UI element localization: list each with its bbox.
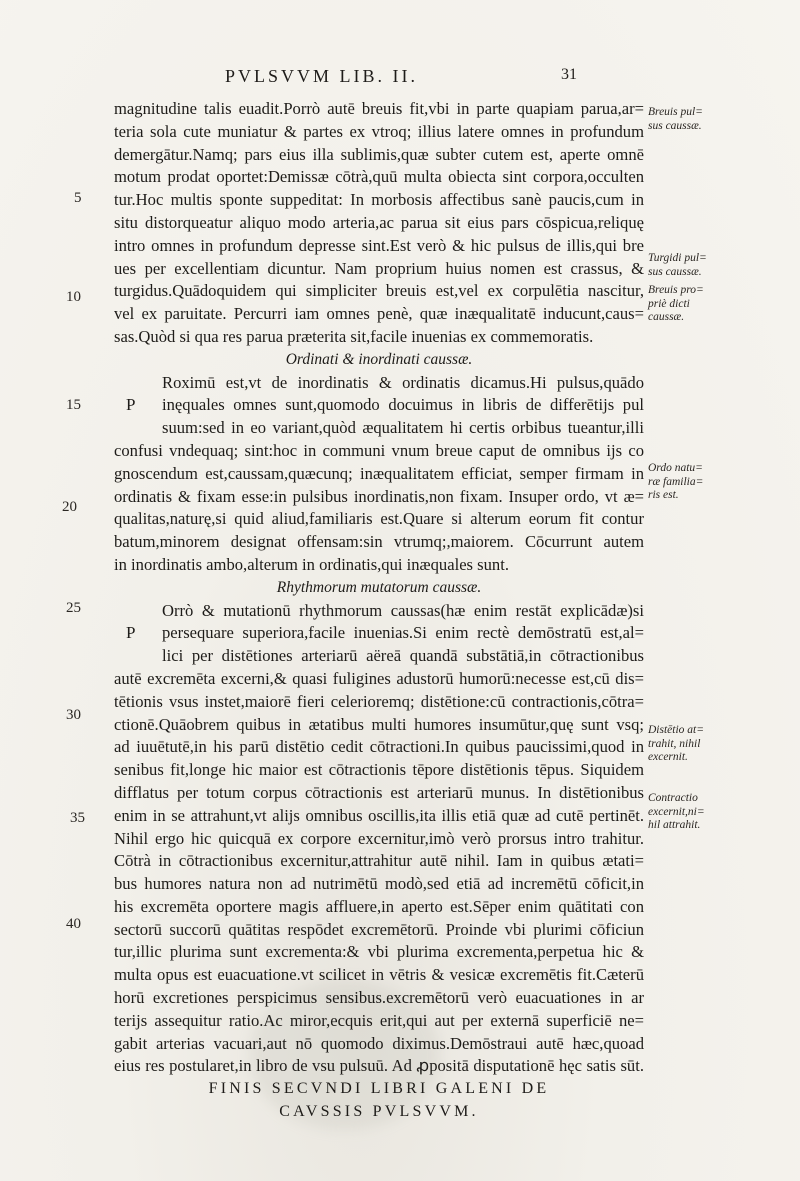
line-number: 15 bbox=[66, 397, 81, 413]
text-line: demergātur.Namq; pars eius illa sublimis,quæ subter cutem est, aperte omnē bbox=[114, 144, 644, 164]
text-line-content: lici per distētiones arteriarū aëreā quandā substātiā,in cōtractionibus bbox=[162, 646, 644, 666]
initial-letter: P bbox=[126, 623, 136, 643]
text-line: ad iuuētutē,in his parū distētio cedit cōtractioni.In quibus paucissimi,quod in bbox=[114, 737, 644, 757]
marginal-note: Contractio excernit,ni= hil attrahit. bbox=[648, 792, 705, 831]
text-line bbox=[114, 600, 644, 623]
text-line: eius res postularet,in libro de vsu pulsuū. Ad ꝓpositā disputationē hęc satis sūt. bbox=[114, 1056, 644, 1076]
text-line: bus humores natura non ad nutrimētū modò,sed etiā ad incremētū cōficit,in bbox=[114, 874, 644, 894]
text-line: gabit arterias vacuari,aut nō quomodo diximus.Demōstraui autē hæc,quoad bbox=[114, 1033, 644, 1053]
text-line: Nihil ergo hic quicquā ex corpore excernitur,imò verò prorsus intro trahitur. bbox=[114, 828, 644, 848]
marginal-note: Distētio at= trahit, nihil excernit. bbox=[648, 724, 704, 763]
line-number: 20 bbox=[62, 499, 77, 515]
text-line: ues per excellentiam dicuntur. Nam proprium huius nomen est crassus, & bbox=[114, 258, 644, 278]
colophon-line: CAVSSIS PVLSVVM. bbox=[279, 1103, 479, 1121]
text-line bbox=[114, 394, 644, 417]
text-line: multa opus est euacuatione.vt scilicet in vētris & vesicæ excremētis fit.Cæterū bbox=[114, 965, 644, 985]
text-line bbox=[114, 372, 644, 395]
text-line: tur,illic plurima sunt excrementa:& vbi plurima excrementa,perpetua hic & bbox=[114, 942, 644, 962]
text-line: motum prodat oportet:Demissæ cōtrà,quū multa obiecta sint corpora,occulten bbox=[114, 167, 644, 187]
line-number: 10 bbox=[66, 289, 81, 305]
text-line: tētionis vsus instet,maiorē fieri celerioremq; distētione:cū contractionis,cōtra= bbox=[114, 691, 644, 711]
marginal-note: Breuis pul= sus caussæ. bbox=[648, 106, 703, 132]
text-line: intro omnes in profundum depresse sint.Est verò & hic pulsus de illis,qui bre bbox=[114, 235, 644, 255]
page-header bbox=[0, 66, 800, 90]
text-line-content: Roximū est,vt de inordinatis & ordinatis dicamus.Hi pulsus,quādo bbox=[162, 372, 644, 392]
text-line: situ distorqueatur aliquo modo arteria,ac parua sit eius pars cōspicua,reliquę bbox=[114, 212, 644, 232]
marginal-note: Ordo natu= ræ familia= ris est. bbox=[648, 462, 704, 501]
line-number: 25 bbox=[66, 600, 81, 616]
marginal-note: Breuis pro= priè dicti caussæ. bbox=[648, 284, 704, 323]
text-line: gnoscendum est,caussam,quæcunq; inæqualitatem efficiat, semper firmam in bbox=[114, 463, 644, 483]
text-line: confusi vndequaq; sint:hoc in communi vnum breue caput de omnibus ijs co bbox=[114, 440, 644, 460]
text-line: enim in se attrahunt,vt alijs omnibus oscillis,ita illis etiā quæ ad cutē pertinēt. bbox=[114, 805, 644, 825]
text-line-content: suum:sed in eo variant,quòd æqualitatem hi certis orbibus tueantur,illi bbox=[162, 418, 644, 438]
text-line: horū excretiones perspicimus sensibus.excremētorū verò euacuationes in ar bbox=[114, 988, 644, 1008]
text-line: his excremēta oportere magis affluere,in aperto est.Sēper enim quātitati con bbox=[114, 896, 644, 916]
running-title: PVLSVVM LIB. II. bbox=[225, 66, 419, 86]
marginal-note: Turgidi pul= sus caussæ. bbox=[648, 252, 707, 278]
text-line: in inordinatis ambo,alterum in ordinatis,qui inæquales sunt. bbox=[114, 554, 509, 574]
page-number: 31 bbox=[561, 66, 577, 83]
text-body bbox=[114, 98, 644, 1124]
text-line: sectorū succorū quātitas respōdet excremētorū. Proinde vbi plurimi cōficiun bbox=[114, 919, 644, 939]
text-line-content: Orrò & mutationū rhythmorum caussas(hæ enim restāt explicādæ)si bbox=[162, 600, 644, 620]
text-line: magnitudine talis euadit.Porrò autē breuis fit,vbi in parte quapiam parua,ar= bbox=[114, 99, 644, 118]
text-line-content: persequare superiora,facile inuenias.Si enim rectè demōstratū est,al= bbox=[162, 623, 644, 643]
section-heading: Rhythmorum mutatorum caussæ. bbox=[276, 578, 482, 596]
text-line: qualitas,naturę,si quid aliud,familiaris est.Quare si alterum eorum fit contur bbox=[114, 509, 644, 529]
text-line: vel ex paruitate. Percurri iam omnes penè, quæ inæqualitatē inducunt,caus= bbox=[114, 304, 644, 324]
text-line: difflatus per totum corpus cōtractionis est arteriarū munus. In distētionibus bbox=[114, 782, 644, 802]
text-line: autē excremēta excerni,& quasi fuligines adustorū humorū:necesse est,cū dis= bbox=[114, 668, 644, 688]
text-line-content: inęquales omnes sunt,quomodo docuimus in libris de differētijs pul bbox=[162, 395, 644, 415]
section-heading: Ordinati & inordinati caussæ. bbox=[285, 350, 473, 368]
text-line bbox=[114, 645, 644, 668]
text-line: turgidus.Quādoquidem qui simpliciter breuis est,vel ex corpulētia nascitur, bbox=[114, 281, 644, 301]
text-line bbox=[114, 622, 644, 645]
colophon-line: FINIS SECVNDI LIBRI GALENI DE bbox=[208, 1080, 550, 1098]
text-line: ordinatis & fixam esse:in pulsibus inordinatis,non fixam. Insuper ordo, vt æ= bbox=[114, 486, 644, 506]
text-line: terijs assequitur ratio.Ac miror,ecquis erit,qui aut per externā superficiē ne= bbox=[114, 1010, 644, 1030]
line-number: 40 bbox=[66, 916, 81, 932]
text-line: teria sola cute muniatur & partes ex vtroq; illius latere omnes in profundum bbox=[114, 121, 644, 141]
text-line: sas.Quòd si qua res parua præterita sit,facile inuenias ex commemoratis. bbox=[114, 326, 594, 346]
text-line: Cōtrà in cōtractionibus excernitur,attrahitur autē nihil. Iam in quibus ætati= bbox=[114, 851, 644, 871]
line-number: 5 bbox=[74, 190, 82, 206]
text-line bbox=[114, 417, 644, 440]
initial-letter: P bbox=[126, 395, 136, 415]
text-line: senibus fit,longe hic maior est cōtractionis tēpore distētionis tēpus. Siquidem bbox=[114, 760, 644, 780]
line-number: 30 bbox=[66, 707, 81, 723]
text-line: tur.Hoc multis sponte suppeditat: In morbosis affectibus sanè paucis,cum in bbox=[114, 190, 644, 210]
text-line: ctionē.Quāobrem quibus in ætatibus multi humores insumūtur,quę sunt vsq; bbox=[114, 714, 644, 734]
line-number: 35 bbox=[70, 810, 85, 826]
text-line: batum,minorem designat offensam:sin vtrumq;,maiorem. Cōcurrunt autem bbox=[114, 532, 644, 552]
